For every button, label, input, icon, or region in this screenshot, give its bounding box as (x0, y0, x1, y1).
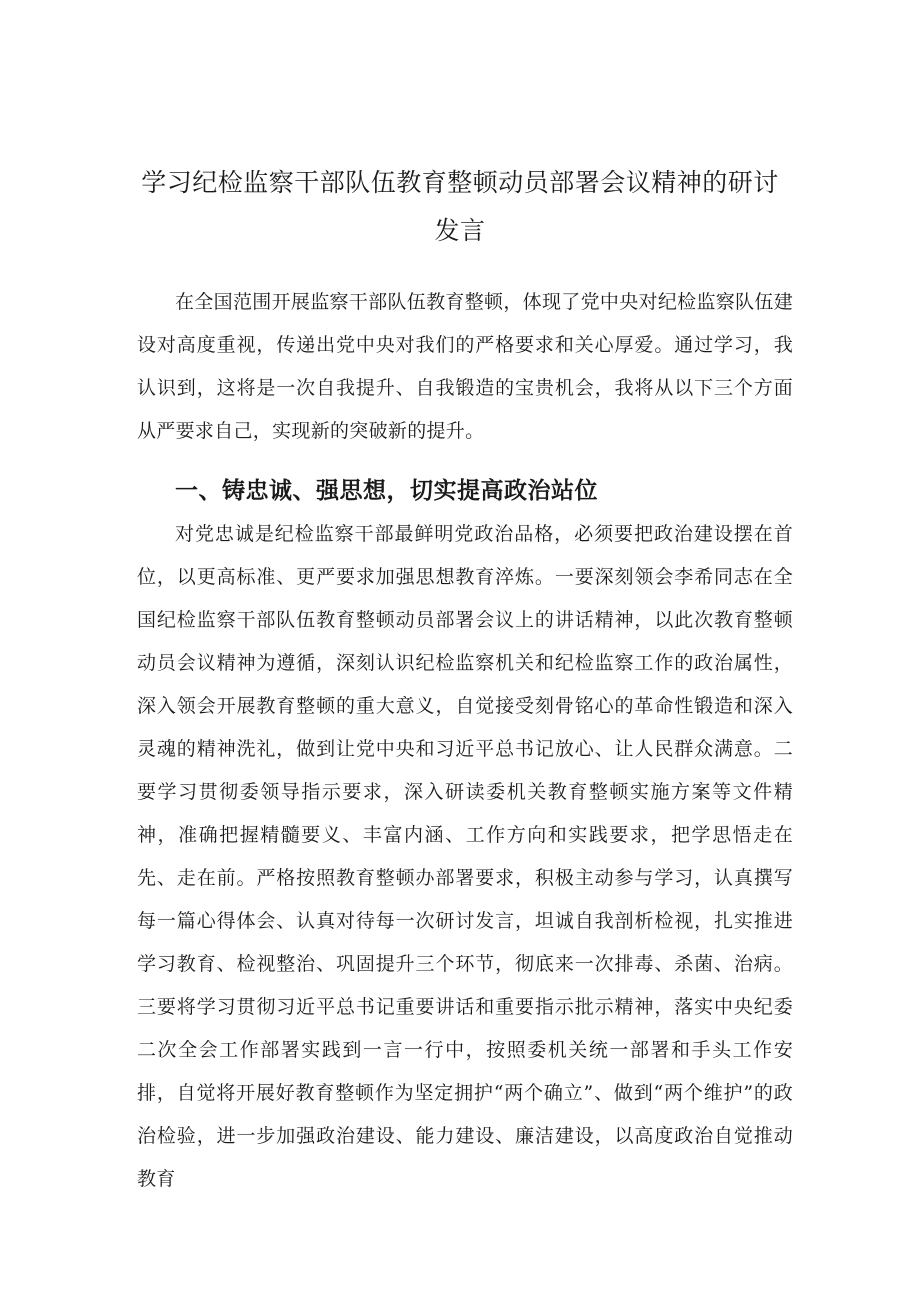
section-1-heading: 一、铸忠诚、强思想，切实提高政治站位 (175, 478, 598, 504)
document-title: 学习纪检监察干部队伍教育整顿动员部署会议精神的研讨发言 (141, 168, 779, 245)
section-1-paragraph: 对党忠诚是纪检监察干部最鲜明党政治品格，必须要把政治建设摆在首位，以更高标准、更严要求加强思想教育淬炼。一要深刻领会李希同志在全国纪检监察干部队伍教育整顿动员部署会议上的讲话精神，以此次教育整顿动员会议精神为遵循，深刻认识纪检监察机关和纪检监察工作的政治属性，深入领会开展教育整顿的重大意义，自觉接受刻骨铭心的革命性锻造和深入灵魂的精神洗礼，做到让党中央和习近平总书记放心、让人民群众满意。二要学习贯彻委领导指示要求，深入研读委机关教育整顿实施方案等文件精神，准确把握精髓要义、丰富内涵、工作方向和实践要求，把学思悟走在先、走在前。严格按照教育整顿办部署要求，积极主动参与学习，认真撰写每一篇心得体会、认真对待每一次研讨发言，坦诚自我剖析检视，扎实推进学习教育、检视整治、巩固提升三个环节，彻底来一次排毒、杀菌、治病。三要将学习贯彻习近平总书记重要讲话和重要指示批示精神，落实中央纪委二次全会工作部署实践到一言一行中，按照委机关统一部署和手头工作安排，自觉将开展好教育整顿作为坚定拥护“两个确立”、做到“两个维护”的政治检验，进一步加强政治建设、能力建设、廉洁建设，以高度政治自觉推动教育 (137, 523, 793, 1190)
intro-paragraph: 在全国范围开展监察干部队伍教育整顿，体现了党中央对纪检监察队伍建设对高度重视，传递出党中央对我们的严格要求和关心厚爱。通过学习，我认识到，这将是一次自我提升、自我锻造的宝贵机会，我将从以下三个方面从严要求自己，实现新的突破新的提升。 (137, 291, 793, 442)
